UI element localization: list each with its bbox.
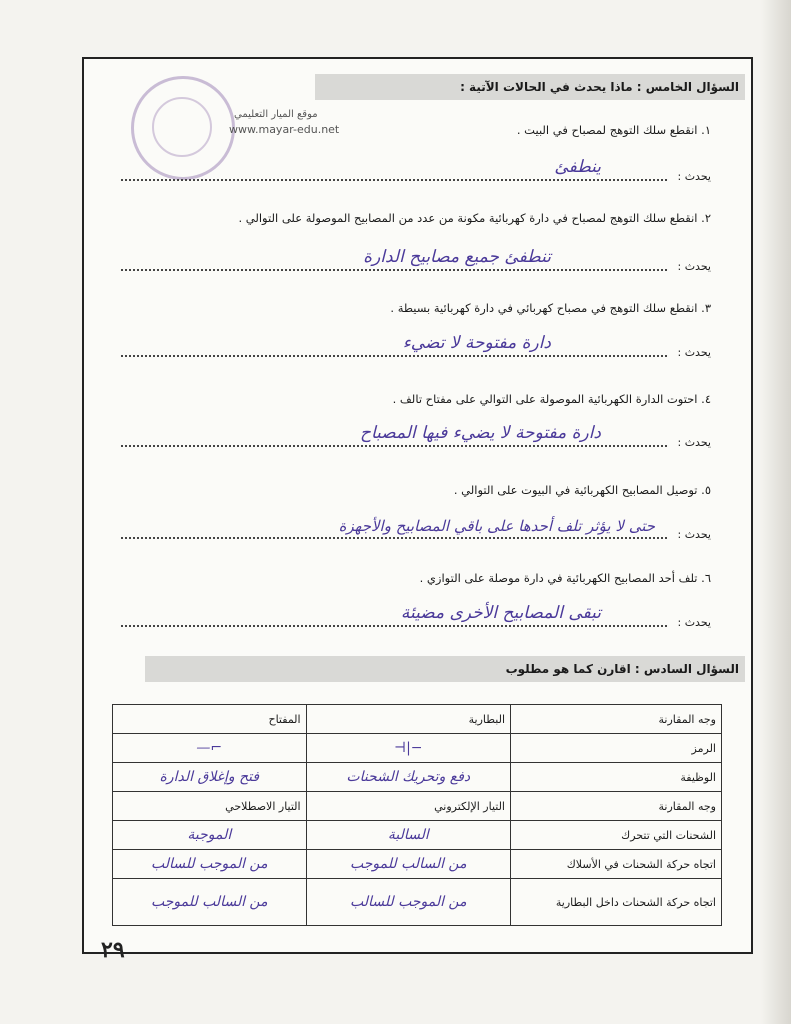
q5-item-6: ٦. تلف أحد المصابيح الكهربائية في دارة موصلة على التوازي . [419, 571, 711, 585]
answer-label: يحدث : [677, 170, 711, 183]
q5-answer-6: تبقى المصابيح الأخرى مضيئة [400, 603, 601, 623]
value-cell: فتح وإغلاق الدارة [113, 763, 307, 792]
row-label-cell: وجه المقارنة [511, 792, 722, 821]
q5-answer-row-6 [121, 601, 711, 629]
row-label-cell: الوظيفة [511, 763, 722, 792]
row-label-cell: اتجاه حركة الشحنات داخل البطارية [511, 879, 722, 926]
q5-answer-row-4 [121, 421, 711, 449]
value-cell: ⌐— [113, 734, 307, 763]
table-row [113, 734, 722, 763]
value-cell: التيار الإلكتروني [306, 792, 510, 821]
table-row [113, 850, 722, 879]
question-5-title: السؤال الخامس : ماذا يحدث في الحالات الآتية : [460, 80, 739, 94]
q5-item-3: ٣. انقطع سلك التوهج في مصباح كهربائي في دارة كهربائية بسيطة . [390, 301, 711, 315]
answer-label: يحدث : [677, 436, 711, 449]
question-5-header [315, 74, 745, 100]
q5-item-4: ٤. احتوت الدارة الكهربائية الموصولة على التوالي على مفتاح تالف . [392, 392, 711, 406]
q5-answer-1: ينطفئ [554, 157, 601, 177]
value-cell: التيار الاصطلاحي [113, 792, 307, 821]
answer-label: يحدث : [677, 528, 711, 541]
q5-item-2: ٢. انقطع سلك التوهج لمصباح في دارة كهربائية مكونة من عدد من المصابيح الموصولة على التوالي . [238, 211, 711, 225]
row-label-cell: اتجاه حركة الشحنات في الأسلاك [511, 850, 722, 879]
q5-answer-row-5 [121, 513, 711, 541]
row-label-cell: الشحنات التي تتحرك [511, 821, 722, 850]
worksheet-frame [82, 57, 753, 963]
q5-answer-row-3 [121, 331, 711, 359]
page-edge-shadow [761, 0, 791, 1024]
q5-answer-2: تنطفئ جميع مصابيح الدارة [363, 247, 551, 267]
value-cell: المفتاح [113, 705, 307, 734]
value-cell: السالبة [306, 821, 510, 850]
question-6-title: السؤال السادس : اقارن كما هو مطلوب [505, 662, 739, 676]
row-label-cell: وجه المقارنة [511, 705, 722, 734]
comparison-table [112, 704, 722, 926]
q5-answer-row-2 [121, 245, 711, 273]
table-row [113, 821, 722, 850]
value-cell: −|⊢ [306, 734, 510, 763]
table-row [113, 879, 722, 926]
table-row [113, 792, 722, 821]
answer-label: يحدث : [677, 616, 711, 629]
value-cell: من السالب للموجب [113, 879, 307, 926]
watermark-url: www.mayar-edu.net [229, 123, 340, 136]
answer-label: يحدث : [677, 346, 711, 359]
q5-answer-4: دارة مفتوحة لا يضيء فيها المصباح [359, 423, 601, 443]
row-label-cell: الرمز [511, 734, 722, 763]
watermark-arabic: موقع الميار التعليمي [234, 109, 318, 120]
value-cell: دفع وتحريك الشحنات [306, 763, 510, 792]
table-row [113, 763, 722, 792]
q5-answer-3: دارة مفتوحة لا تضيء [402, 333, 551, 353]
page-number: ٢٩ [101, 937, 125, 963]
value-cell: من الموجب للسالب [113, 850, 307, 879]
value-cell: من السالب للموجب [306, 850, 510, 879]
q5-item-5: ٥. توصيل المصابيح الكهربائية في البيوت على التوالي . [453, 483, 711, 497]
q5-answer-row-1 [121, 155, 711, 183]
value-cell: البطارية [306, 705, 510, 734]
q5-answer-5: حتى لا يؤثر تلف أحدها على باقي المصابيح والأجهزة [338, 517, 655, 535]
answer-label: يحدث : [677, 260, 711, 273]
question-6-header [145, 656, 745, 682]
table-row [113, 705, 722, 734]
q5-item-1: ١. انقطع سلك التوهج لمصباح في البيت . [516, 123, 711, 137]
value-cell: من الموجب للسالب [306, 879, 510, 926]
value-cell: الموجبة [113, 821, 307, 850]
